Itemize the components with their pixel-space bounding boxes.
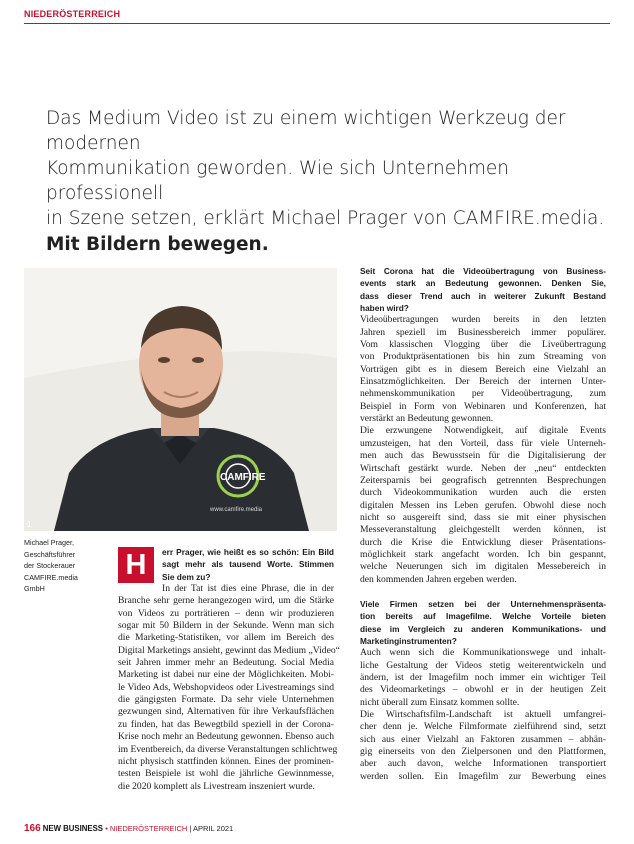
answer-line: durch die Krise die Entwicklung dieser Präsentations- [360, 536, 606, 548]
answer-line: gezwungen sind, Alternativen für ihre Verkaufsflächen [118, 706, 334, 718]
answer-line: cher denn je. Welche Filmformate zielführend sind, setzt [360, 721, 606, 733]
answer-line: Messeveranstaltung gleichgestellt werden können, ist [360, 524, 606, 536]
question-line: err Prager, wie heißt es so schön: Ein Bild [162, 547, 334, 557]
article-column-middle [118, 546, 340, 793]
answer-line: liche Gestaltung der Videos stetig weiterentwickeln und [360, 659, 606, 671]
answer-line: le Video Ads, Webshopvideos oder Livestreamings sind [118, 681, 334, 693]
answer-line: Digital Marketings ansieht, gewinnt das Medium „Video“ [118, 644, 340, 656]
answer-line: die 2020 komplett als Livestream inszeniert wurde. [118, 780, 315, 792]
header-rule [24, 23, 610, 24]
interview-answer [118, 583, 340, 793]
question-line: sagt mehr als tausend Worte. Stimmen [162, 559, 334, 570]
article-headline: Mit Bildern bewegen. [46, 234, 269, 255]
question-line: dass dieser Trend auch in weiterer Zukunft Bestand [360, 290, 606, 301]
answer-line: von Produktpräsentationen bis hin zum Streaming von [360, 351, 606, 363]
answer-line: Vorträgen gibt es in diesem Bereich eine Vielzahl an [360, 363, 606, 375]
question-line: haben wird? [360, 303, 409, 314]
lead-line: Das Medium Video ist zu einem wichtigen Werkzeug der modernen [46, 108, 566, 154]
lead-line: Kommunikation geworden. Wie sich Unternehmen professionell [46, 158, 510, 204]
caption-line: Geschäftsführer [24, 549, 76, 559]
question-line: Marketinginstrumenten? [360, 635, 457, 646]
page-footer [24, 823, 233, 834]
caption-line: Michael Prager, [24, 538, 74, 547]
answer-line: den kommenden Jahren ergeben werden. [360, 573, 517, 585]
answer-line: verstärkt an Bedeutung gewonnen. [360, 413, 494, 425]
question-line: Sie dem zu? [162, 571, 211, 582]
answer-line: die Marketing-Statistiken, vor allem im Bereich des [118, 632, 334, 644]
photo-caption [24, 537, 104, 595]
question-line: diese im Vergleich zu anderen Kommunikations- und [360, 623, 606, 634]
answer-line: testen Beispiele ist wohl die jährliche Gewinnmesse, [118, 768, 334, 780]
answer-line: Einsatzmöglichkeiten. Der Bereich der internen Unter- [360, 376, 606, 388]
answer-line: ändern, ist der Imagefilm noch immer ein wichtiger Teil [360, 672, 606, 683]
interview-answer [360, 314, 606, 586]
answer-line: sogar mit 50 Bildern in der Sekunde. Wenn man sich [118, 620, 334, 632]
answer-line: Marketing ist dabei nur eine der Möglichkeiten. Mobi- [118, 669, 334, 681]
question-line: Viele Firmen setzen bei der Unternehmenspräsenta- [360, 598, 606, 609]
portrait-illustration [24, 268, 337, 531]
footer-issue: | APRIL 2021 [189, 824, 234, 833]
answer-line: des Videomarketings – obwohl er in der heutigen Zeit [360, 684, 606, 696]
answer-line: nicht so ausgereift sind, dass sie mit einer physischen [360, 511, 606, 523]
interview-answer [360, 647, 606, 783]
answer-line: Die erzwungene Notwendigkeit, auf digitale Events [360, 425, 606, 437]
answer-line: welche Neuerungen sich im digitalen Messebereich in [360, 561, 606, 573]
question-line: Seit Corona hat die Videoübertragung von Business- [360, 266, 606, 276]
dropcap: H [118, 547, 154, 583]
caption-line: der Stockerauer [24, 561, 76, 571]
answer-line: seit Jahren immer mehr an Bedeutung. Social Media [118, 657, 334, 669]
magazine-name: NEW BUSINESS [42, 824, 103, 833]
question-line: tion bereits auf Imagefilme. Welche Vorteile bieten [360, 611, 606, 622]
question-line: events stark an Bedeutung gewonnen. Denken Sie, [360, 278, 606, 289]
answer-line: men auch das Bewusstsein für die Digitalisierung der [360, 450, 606, 462]
answer-line: möglichkeit stark angefacht worden. Ich bin gespannt, [360, 548, 606, 560]
article-lead [46, 106, 606, 257]
answer-line: digitalen Messen ins Leben gerufen. Obwohl diese noch [360, 499, 606, 511]
answer-line: sich aus einer Vielzahl an Faktoren zusammen – abhän- [360, 733, 606, 745]
interview-question [118, 546, 334, 583]
answer-line: In der Tat ist dies eine Phrase, die in der [162, 583, 334, 595]
answer-line: Beispiel in Form von Webinaren und Konferenzen, hat [360, 400, 606, 412]
answer-line: Jahren speziell im Businessbereich immer populärer. [360, 326, 606, 338]
answer-line: von Videos zu porträtieren – denn wir produzieren [118, 607, 334, 619]
photo-number: 1 [27, 520, 32, 529]
answer-line: Krise noch mehr an Bedeutung gewonnen. Ebenso auch [118, 731, 334, 743]
answer-line: Zeitersparnis bei geografisch getrennten Besprechungen [360, 474, 606, 486]
lead-line: in Szene setzen, erklärt Michael Prager von CAMFIRE.media. [46, 208, 605, 229]
portrait-photo [24, 268, 337, 531]
answer-line: aber auch davon, welche Informationen transportiert [360, 758, 606, 770]
article-column-right [360, 265, 606, 783]
shirt-logo-text: CAMFIRE [220, 472, 266, 483]
answer-line: Videoübertragungen wurden bereits in den letzten [360, 314, 606, 326]
answer-line: nehmenskommunikation per Videoübertragung, zum [360, 388, 606, 400]
answer-line: die gängigsten Formate. Da sehr viele Unternehmen [118, 694, 334, 706]
answer-line: Vom klassischen Vlogging über die Liveübertragung [360, 339, 606, 351]
answer-line: durch Videokommunikation wurden auch die ersten [360, 487, 606, 499]
answer-line: Auch wenn sich die Kommunikationswege und inhalt- [360, 647, 606, 659]
caption-line: CAMFIRE.media [24, 572, 78, 582]
page-number: 166 [24, 823, 41, 834]
answer-line: Wirtschaft gestärkt wurde. Neben der „neu“ entdeckten [360, 462, 606, 474]
answer-line: gig einerseits von den Zielpersonen und den Plattformen, [360, 746, 606, 758]
answer-line: nicht überall zum Einsatz kommen sollte. [360, 696, 520, 708]
answer-line: nicht physisch stattfinden können. Eines der prominen- [118, 755, 334, 767]
footer-region: NIEDERÖSTERREICH [109, 824, 188, 833]
shirt-url-text: www.camfire.media [210, 507, 263, 513]
answer-line: umzusteigen, hat den Vorteil, dass für viele Unterneh- [360, 437, 606, 449]
caption-line: GmbH [24, 584, 45, 594]
answer-line: Die Wirtschaftsfilm-Landschaft ist aktuell umfangrei- [360, 709, 606, 721]
answer-line: im Eventbereich, da diverse Veranstaltungen schlichtweg [118, 743, 338, 755]
answer-line: Branche sehr gerne herangezogen wird, um die Stärke [118, 595, 334, 607]
interview-question [360, 598, 606, 647]
interview-question [360, 265, 606, 314]
section-label: NIEDERÖSTERREICH [24, 9, 121, 19]
footer-separator: • [105, 824, 108, 833]
answer-line: werden sollen. Ein Imagefilm zur Bewerbung eines [360, 770, 606, 782]
answer-line: zu finden, hat das Bewegtbild speziell in der Corona- [118, 718, 334, 730]
